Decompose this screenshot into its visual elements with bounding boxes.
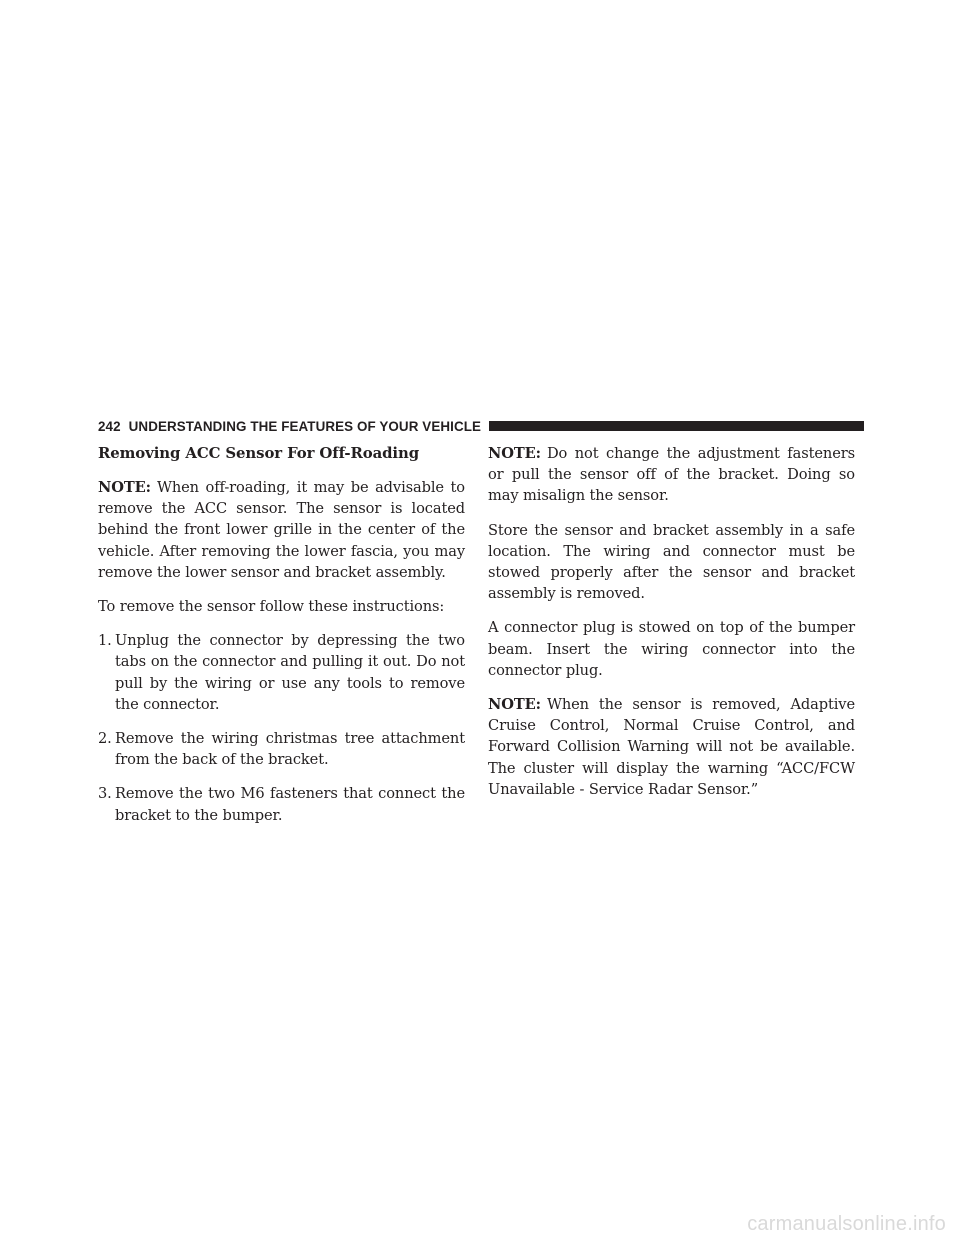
note-paragraph-1: [98, 477, 465, 583]
list-item: [98, 630, 465, 715]
list-number: 3.: [98, 785, 112, 803]
note-label: NOTE:: [488, 696, 541, 714]
note-text: When off-roading, it may be advisable to remove the ACC sensor. The sensor is located behind the front lower grille in the center of the vehicle. After removing the lower fascia, you may remove the lower sensor and bracket assembly.: [98, 479, 465, 581]
header-rule: [489, 421, 864, 431]
left-column: [98, 443, 465, 839]
note-label: NOTE:: [488, 445, 541, 462]
connector-plug-paragraph: A connector plug is stowed on top of the bumper beam. Insert the wiring connector into the connector plug.: [488, 619, 855, 679]
list-number: 1.: [98, 632, 112, 650]
page-number: 242: [98, 418, 121, 434]
list-item: [98, 728, 465, 770]
section-heading: Removing ACC Sensor For Off-Roading: [98, 444, 420, 462]
instructions-intro: To remove the sensor follow these instructions:: [98, 598, 445, 616]
list-text: Unplug the connector by depressing the two tabs on the connector and pulling it out. Do not pull by the wiring or use any tools to remove the connector.: [115, 632, 465, 713]
store-paragraph: Store the sensor and bracket assembly in a safe location. The wiring and connector must be stowed properly after the sensor and bracket assembly is removed.: [488, 521, 855, 603]
page-header: [98, 417, 864, 435]
list-number: 2.: [98, 730, 112, 748]
note-paragraph-3: [488, 694, 855, 800]
right-column: [488, 443, 855, 813]
note-text: When the sensor is removed, Adaptive Cruise Control, Normal Cruise Control, and Forward Collision Warning will not be available. The cluster will display the warning “ACC/FCW Unavailable - Service Radar Sensor.”: [488, 696, 855, 798]
list-text: Remove the wiring christmas tree attachment from the back of the bracket.: [115, 730, 465, 769]
note-label: NOTE:: [98, 479, 151, 496]
list-text: Remove the two M6 fasteners that connect the bracket to the bumper.: [115, 785, 465, 824]
list-item: [98, 783, 465, 825]
note-text: Do not change the adjustment fasteners or pull the sensor off of the bracket. Doing so may misalign the sensor.: [488, 445, 855, 505]
watermark: carmanualsonline.info: [747, 1213, 946, 1235]
section-title: UNDERSTANDING THE FEATURES OF YOUR VEHICLE: [128, 418, 482, 434]
note-paragraph-2: [488, 443, 855, 507]
